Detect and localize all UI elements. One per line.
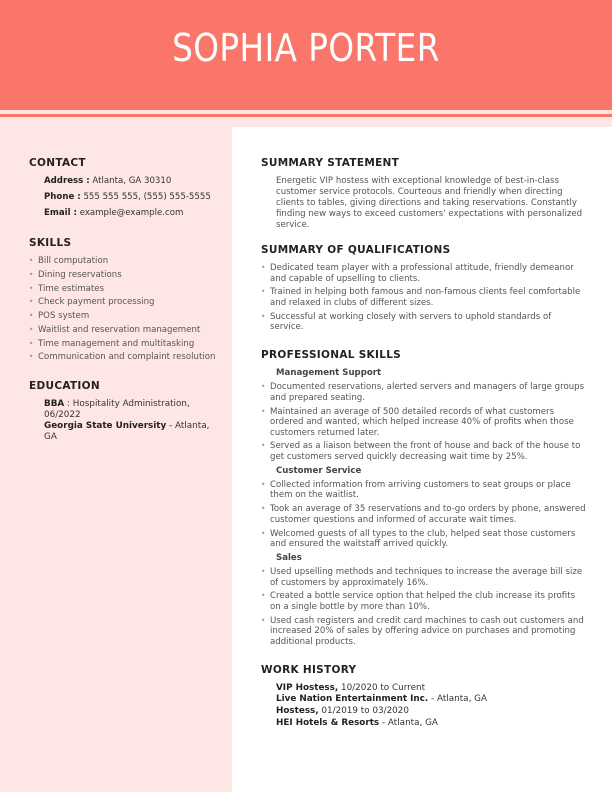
address-value: Atlanta, GA 30310	[92, 176, 172, 186]
skill-group-heading: Customer Service	[276, 465, 362, 476]
list-item: • Documented reservations, alerted servers and managers of large groups and prepared seating.	[261, 382, 586, 403]
list-item: • Used cash registers and credit card machines to cash out customers and increased 20% of sales by offering advice on purchases and promoting additional products.	[261, 616, 586, 648]
contact-email	[44, 208, 219, 219]
list-item: • Time management and multitasking	[29, 339, 219, 350]
candidate-name: SOPHIA PORTER	[172, 26, 440, 70]
work-entry	[276, 683, 586, 707]
phone-value: 555 555 555, (555) 555-5555	[83, 192, 211, 202]
list-item: • Trained in helping both famous and non-famous clients feel comfortable and relaxed in clubs of different sizes.	[261, 287, 586, 308]
school-separator: -	[166, 421, 176, 432]
list-item: • Created a bottle service option that helped the club increase its profits on a single bottle by more than 10%.	[261, 591, 586, 612]
list-item: • Served as a liaison between the front of house and back of the house to get customers served quickly decreasing wait time by 25%.	[261, 441, 586, 462]
skills-title: SKILLS	[29, 237, 72, 249]
email-value: example@example.com	[79, 208, 184, 218]
qualifications-list	[261, 263, 586, 333]
list-item: • Bill computation	[29, 256, 219, 267]
job-location: Atlanta, GA	[387, 718, 438, 729]
list-item: • Waitlist and reservation management	[29, 325, 219, 336]
header-banner	[0, 0, 612, 110]
left-column	[29, 157, 219, 443]
list-item: • Communication and complaint resolution	[29, 352, 219, 363]
job-company: Live Nation Entertainment Inc.	[276, 694, 429, 705]
professional-skills-title: PROFESSIONAL SKILLS	[261, 349, 402, 362]
school-location: Atlanta, GA	[44, 421, 210, 443]
summary-text: Energetic VIP hostess with exceptional knowledge of best-in-class customer service protocols. Courteous and friendly when directing clients to tables, giving directions and taking reservations. Constantly finding new ways to exceed customers' expectations with personalized service.	[276, 176, 583, 230]
list-item: • Welcomed guests of all types to the club, helped seat those customers and ensured the waitstaff arrived quickly.	[261, 529, 586, 550]
degree-field-date: Hospitality Administration, 06/2022	[44, 399, 190, 421]
list-item: • Used upselling methods and techniques to increase the average bill size of customers by approximately 16%.	[261, 567, 586, 588]
skill-group-heading: Management Support	[276, 368, 382, 379]
contact-title: CONTACT	[29, 157, 86, 169]
right-column	[261, 157, 586, 730]
degree: BBA	[44, 399, 65, 410]
list-item: • Dedicated team player with a professional attitude, friendly demeanor and capable of upselling to clients.	[261, 263, 586, 284]
skill-group-list	[261, 567, 586, 648]
job-dates: 01/2019 to 03/2020	[318, 706, 409, 717]
list-item: • Took an average of 35 reservations and to-go orders by phone, answered customer questions and informed of accurate wait times.	[261, 504, 586, 525]
job-role: Hostess,	[276, 706, 319, 717]
job-dates: 10/2020 to Current	[338, 682, 426, 693]
skill-group-list	[261, 480, 586, 550]
job-role: VIP Hostess,	[276, 682, 339, 693]
job-separator: -	[379, 718, 388, 729]
education-entry	[44, 399, 219, 443]
job-separator: -	[428, 694, 438, 705]
list-item: • Check payment processing	[29, 297, 219, 308]
list-item: • Dining reservations	[29, 270, 219, 281]
contact-address	[44, 176, 219, 187]
job-location: Atlanta, GA	[437, 694, 488, 705]
skill-group-list	[261, 382, 586, 463]
degree-separator: :	[64, 399, 73, 410]
list-item: • Maintained an average of 500 detailed records of what customers ordered and wanted, which helped increase 40% of profits when those customers returned later.	[261, 407, 586, 439]
list-item: • Time estimates	[29, 284, 219, 295]
email-label: Email :	[44, 208, 77, 218]
phone-label: Phone :	[44, 192, 81, 202]
school-name: Georgia State University	[44, 421, 167, 432]
list-item: • Successful at working closely with servers to uphold standards of service.	[261, 312, 586, 333]
skills-list	[29, 256, 219, 363]
qualifications-title: SUMMARY OF QUALIFICATIONS	[261, 244, 451, 256]
job-company: HEI Hotels & Resorts	[276, 718, 380, 729]
summary-title: SUMMARY STATEMENT	[261, 157, 400, 169]
education-title: EDUCATION	[29, 380, 100, 393]
skill-group-heading: Sales	[276, 552, 302, 563]
contact-phone	[44, 192, 219, 203]
list-item: • POS system	[29, 311, 219, 322]
list-item: • Collected information from arriving customers to seat groups or place them on the waitlist.	[261, 480, 586, 501]
address-label: Address :	[44, 176, 90, 186]
header-divider	[0, 114, 612, 117]
work-entry	[276, 706, 586, 730]
work-history-title: WORK HISTORY	[261, 663, 357, 676]
